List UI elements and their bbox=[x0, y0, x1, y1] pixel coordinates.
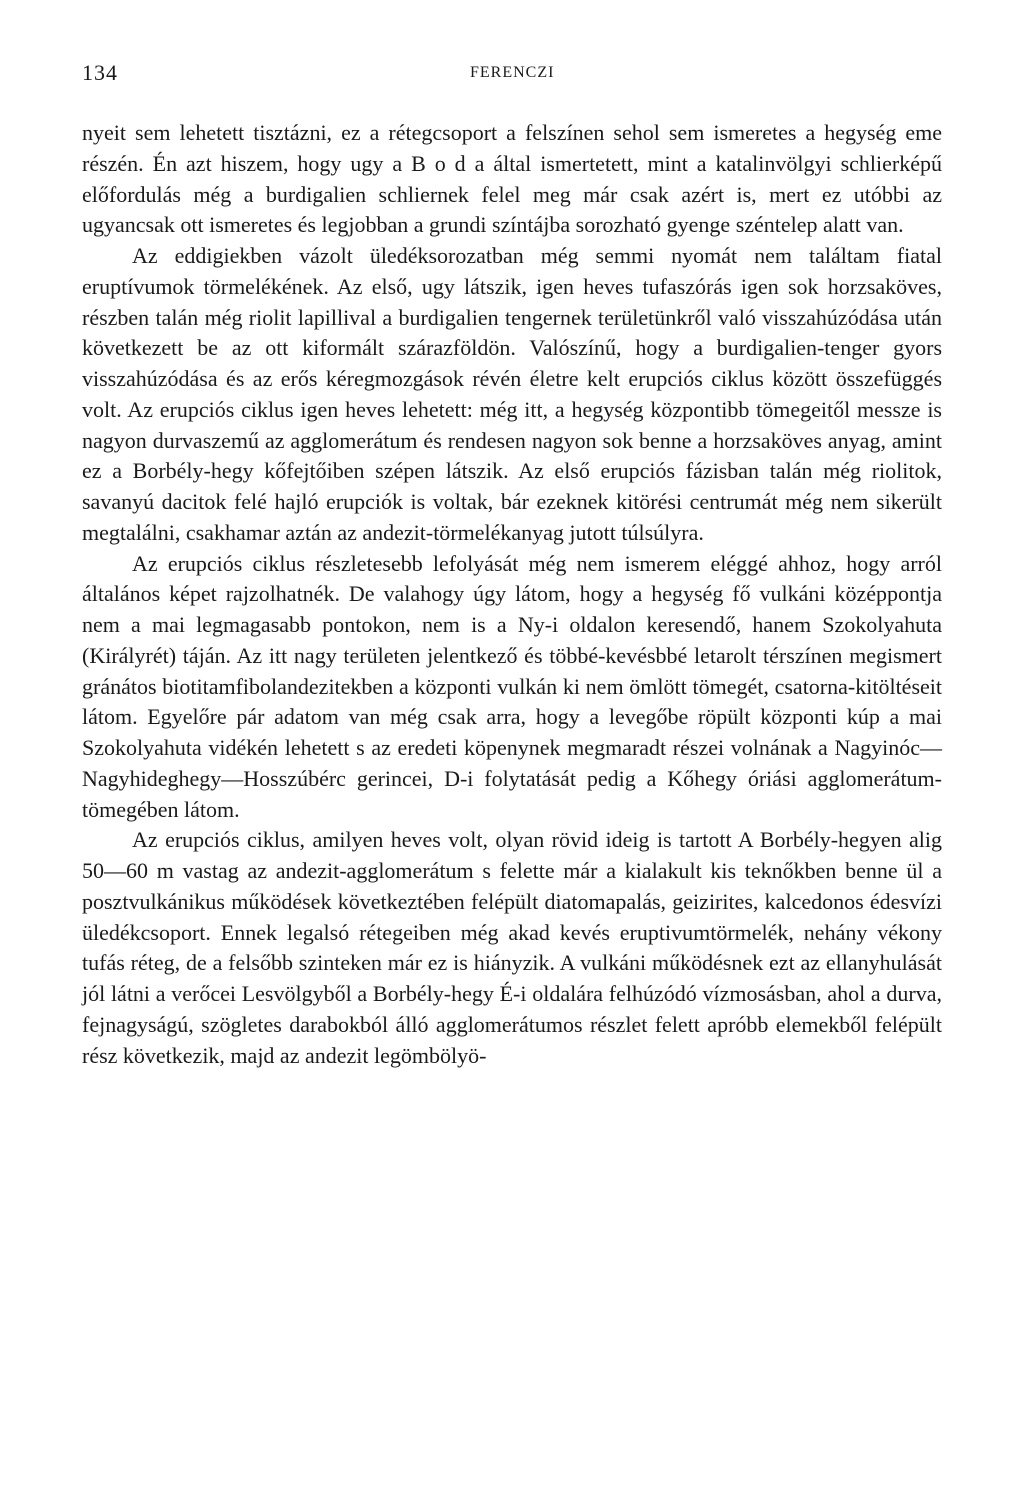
page-number: 134 bbox=[82, 60, 118, 85]
paragraph-continuation: nyeit sem lehetett tisztázni, ez a rétegcsoport a felszínen sehol sem ismeretes a hegység eme részén. Én azt hiszem, hogy ugy a B o d a által ismertetett, mint a katalinvölgyi schlierképű előfordulás még a burdigalien schliernek felel meg már csak azért is, mert ez utóbbi az ugyancsak ott ismeretes és legjobban a grundi színtájba sorozható gyenge széntelep alatt van. bbox=[82, 120, 942, 238]
running-title: FERENCZI bbox=[470, 64, 555, 81]
paragraph-volcanic-center: Az erupciós ciklus részletesebb lefolyását még nem ismerem eléggé ahhoz, hogy arról általános képet rajzolhatnék. De valahogy úgy látom, hogy a hegység fő vulkáni középpontja nem a mai legmagasabb pontokon, nem is a Ny-i oldalon keresendő, hanem Szokolyahuta (Királyrét) táján. Az itt nagy területen jelentkező és többé-kevésbbé letarolt térszínen megismert gránátos biotitamfibolandezitekben a központi vulkán ki nem ömlött tömegét, csatorna-kitöltéseit látom. Egyelőre pár adatom van még csak arra, hogy a levegőbe röpült központi kúp a mai Szokolyahuta vidékén lehetett s az eredeti köpenynek megmaradt részei volnának a Nagyinóc—Nagyhideghegy—Hosszúbérc gerincei, D-i folytatását pedig a Kőhegy óriási agglomerátum-tömegében látom. bbox=[82, 550, 942, 822]
paragraph-eruptive-debris: Az eddigiekben vázolt üledéksorozatban még semmi nyomát nem találtam fiatal eruptívumok törmelékének. Az első, ugy látszik, igen heves tufaszórás igen sok horzsaköves, részben talán még riolit lapillival a burdigalien tengernek területünkről való visszahúzódása után következett be az ott kiformált szárazföldön. Valószínű, hogy a burdigalien-tenger gyors visszahúzódása és az erős kéregmozgások révén életre kelt erupciós ciklus között összefüggés volt. Az erupciós ciklus igen heves lehetett: még itt, a hegység központibb tömegeitől messze is nagyon durvaszemű az agglomerátum és rendesen nagyon sok benne a horzsaköves anyag, amint ez a Borbély-hegy kőfejtőiben szépen látszik. Az első erupciós fázisban talán még riolitok, savanyú dacitok felé hajló erupciók is voltak, bár ezeknek kitörési centrumát még nem sikerült megtalálni, csakhamar aztán az andezit-törmelékanyag jutott túlsúlyra. bbox=[82, 243, 942, 545]
paragraph-eruption-duration: Az erupciós ciklus, amilyen heves volt, olyan rövid ideig is tartott A Borbély-hegyen alig 50—60 m vastag az andezit-agglomerátum s felette már a kialakult kis teknőkben benne ül a posztvulkánikus működések következtében felépült diatomapalás, geizirites, kalcedonos édesvízi üledékcsoport. Ennek legalsó rétegeiben még akad kevés eruptivumtörmelék, nehány vékony tufás réteg, de a felsőbb szinteken már ez is hiányzik. A vulkáni működésnek ezt az ellanyhulását jól látni a verőcei Lesvölgyből a Borbély-hegy É-i oldalára felhúzódó vízmosásban, ahol a durva, fejnagyságú, szögletes darabokból álló agglomerátumos részlet felett apróbb elemekből felépült rész következik, majd az andezit legömbölyö- bbox=[82, 827, 942, 1068]
running-head bbox=[82, 60, 942, 90]
body-text bbox=[82, 118, 942, 1071]
